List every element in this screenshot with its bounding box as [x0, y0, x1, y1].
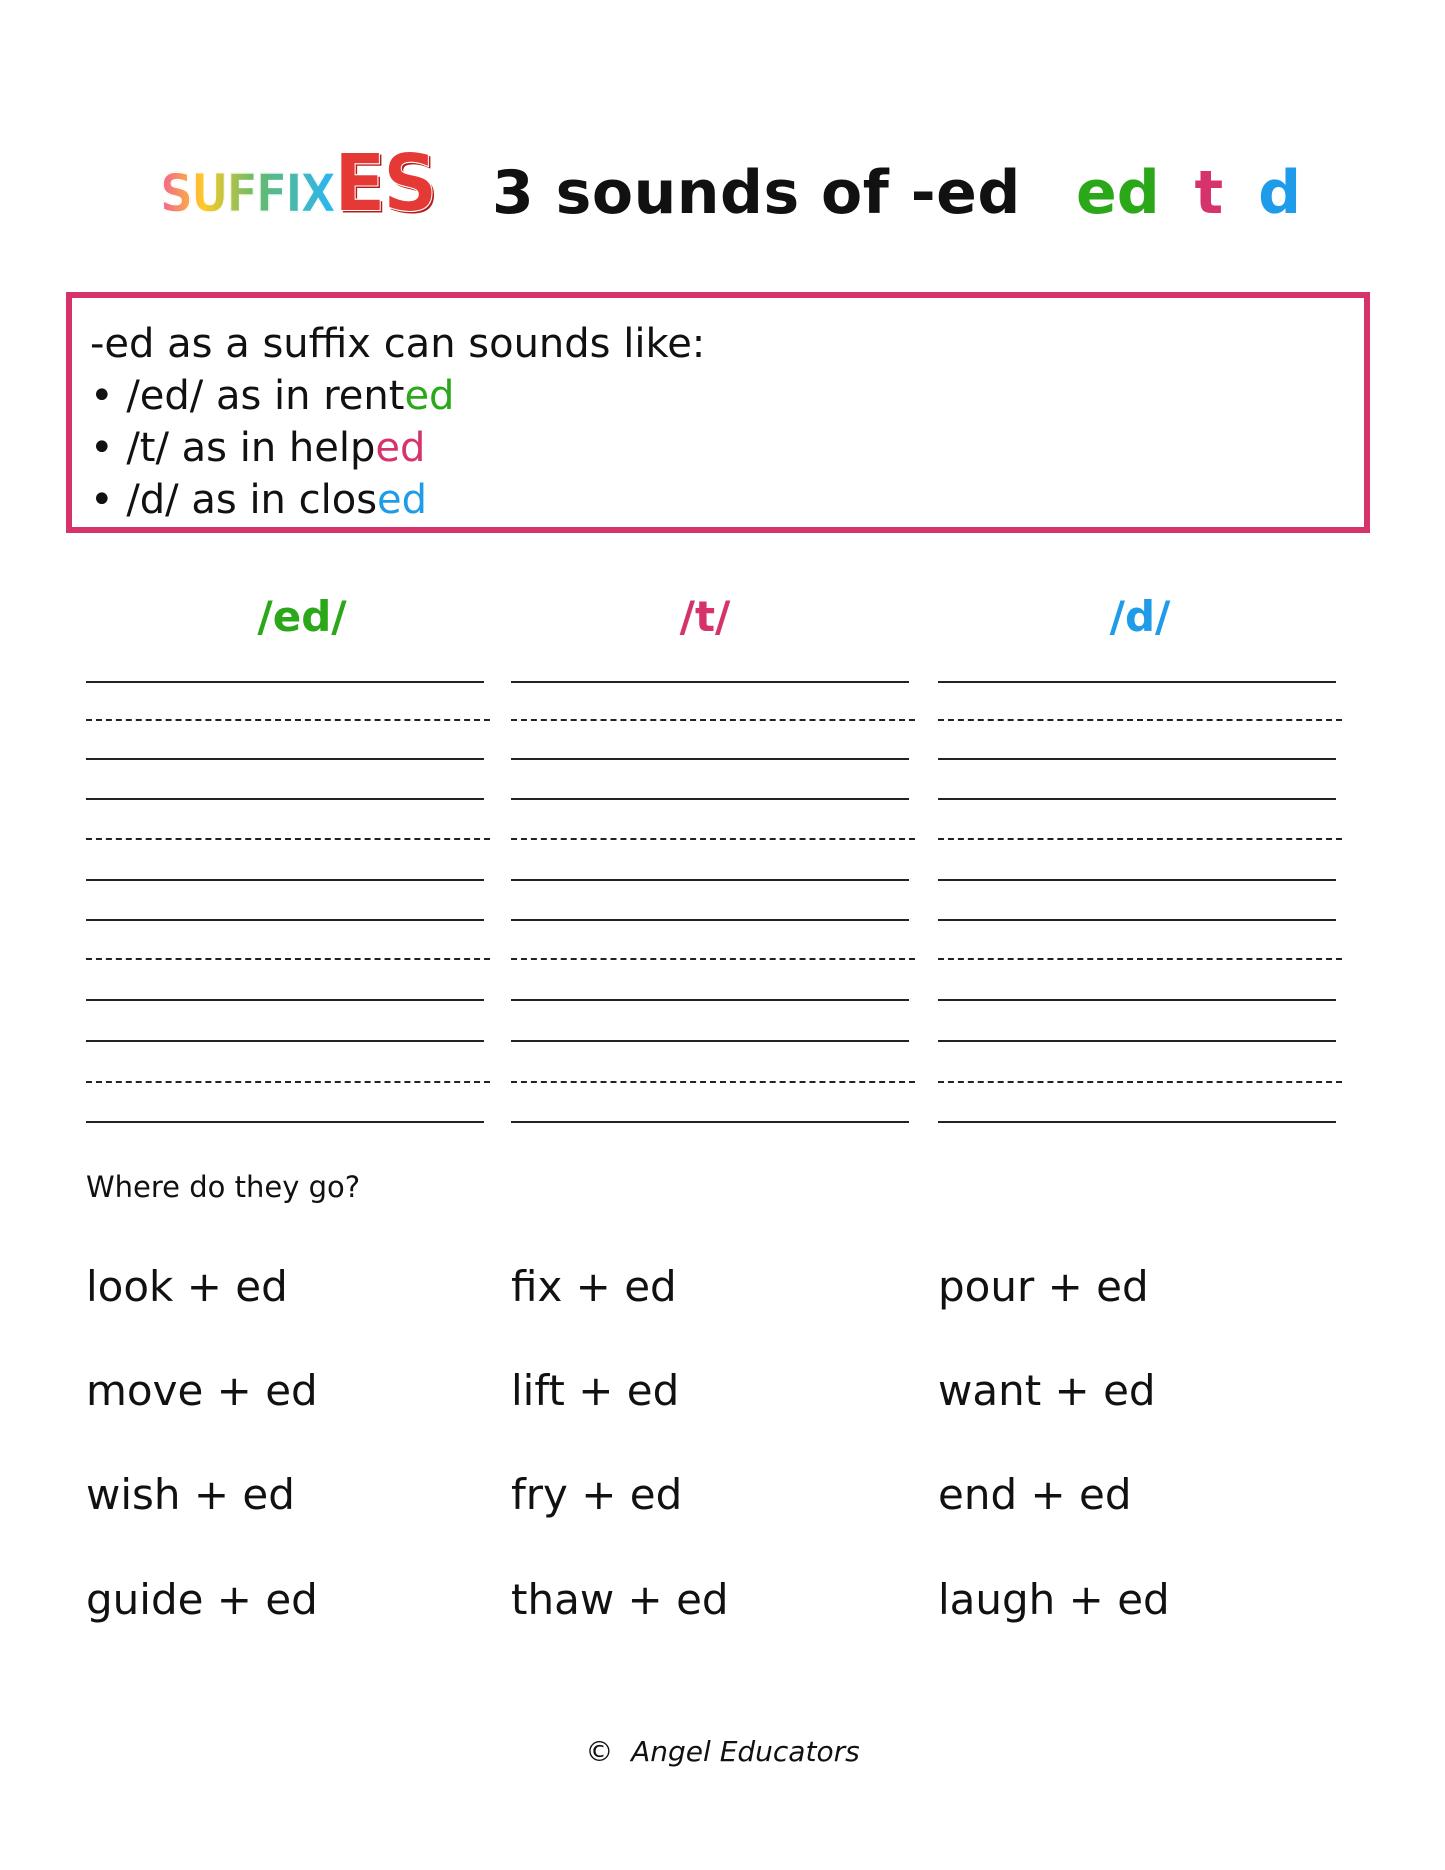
word-item: want + ed: [938, 1366, 1156, 1415]
word-item: thaw + ed: [511, 1575, 729, 1624]
dashed-writing-line: [938, 958, 1342, 960]
question-text: Where do they go?: [86, 1170, 361, 1204]
dashed-writing-line: [511, 1081, 915, 1083]
writing-line: [86, 681, 484, 683]
page-title: 3 sounds of -ed: [492, 158, 1021, 228]
dashed-writing-line: [86, 1081, 490, 1083]
info-item-text: /t/ as in help: [126, 425, 376, 471]
writing-line: [938, 798, 1336, 800]
writing-line: [938, 1121, 1336, 1123]
writing-line: [86, 999, 484, 1001]
column-heading-ed: /ed/: [257, 592, 347, 641]
dashed-writing-line: [938, 838, 1342, 840]
word-item: move + ed: [86, 1366, 318, 1415]
info-item-text: /ed/ as in rent: [126, 373, 405, 419]
dashed-writing-line: [86, 719, 490, 721]
bullet: •: [90, 373, 114, 419]
info-item-d: [90, 474, 1364, 526]
dashed-writing-line: [86, 838, 490, 840]
writing-line: [938, 1040, 1336, 1042]
sound-d-label: d: [1258, 158, 1302, 228]
writing-line: [511, 1040, 909, 1042]
writing-line: [511, 1121, 909, 1123]
writing-line: [511, 758, 909, 760]
writing-line: [938, 681, 1336, 683]
word-item: wish + ed: [86, 1470, 295, 1519]
dashed-writing-line: [938, 1081, 1342, 1083]
dashed-writing-line: [86, 958, 490, 960]
column-heading-t: /t/: [679, 592, 731, 641]
writing-line: [938, 919, 1336, 921]
footer-text: Angel Educators: [631, 1735, 860, 1768]
info-item-suffix: ed: [375, 425, 426, 471]
dashed-writing-line: [511, 838, 915, 840]
dashed-writing-line: [938, 719, 1342, 721]
writing-line: [511, 999, 909, 1001]
writing-line: [938, 758, 1336, 760]
info-item-ed: [90, 370, 1364, 422]
dashed-writing-line: [511, 719, 915, 721]
writing-line: [86, 1040, 484, 1042]
writing-line: [86, 879, 484, 881]
word-item: fry + ed: [511, 1470, 683, 1519]
writing-line: [86, 1121, 484, 1123]
sounds-legend: [1076, 158, 1315, 228]
word-item: pour + ed: [938, 1262, 1149, 1311]
info-intro: -ed as a suffix can sounds like:: [90, 321, 706, 367]
writing-line: [511, 798, 909, 800]
info-box: [66, 292, 1370, 533]
word-item: guide + ed: [86, 1575, 318, 1624]
info-item-text: /d/ as in clos: [126, 477, 378, 523]
word-item: end + ed: [938, 1470, 1132, 1519]
word-item: look + ed: [86, 1262, 288, 1311]
word-item: lift + ed: [511, 1366, 680, 1415]
bullet: •: [90, 477, 114, 523]
logo-es-text: ES: [333, 135, 435, 230]
writing-line: [86, 919, 484, 921]
logo-suffix-text: SUFFIX: [160, 161, 334, 225]
writing-line: [86, 798, 484, 800]
word-item: laugh + ed: [938, 1575, 1170, 1624]
column-heading-d: /d/: [1109, 592, 1171, 641]
sound-ed-label: ed: [1076, 158, 1160, 228]
suffixes-logo: [160, 135, 435, 230]
bullet: •: [90, 425, 114, 471]
writing-line: [511, 681, 909, 683]
copyright-footer: [0, 1735, 1445, 1768]
writing-line: [511, 879, 909, 881]
info-item-suffix: ed: [377, 477, 428, 523]
copyright-symbol: ©: [585, 1735, 614, 1768]
dashed-writing-line: [511, 958, 915, 960]
writing-line: [86, 758, 484, 760]
word-item: fix + ed: [511, 1262, 677, 1311]
info-item-t: [90, 422, 1364, 474]
sound-t-label: t: [1194, 158, 1224, 228]
writing-line: [511, 919, 909, 921]
info-item-suffix: ed: [404, 373, 455, 419]
writing-line: [938, 879, 1336, 881]
writing-line: [938, 999, 1336, 1001]
